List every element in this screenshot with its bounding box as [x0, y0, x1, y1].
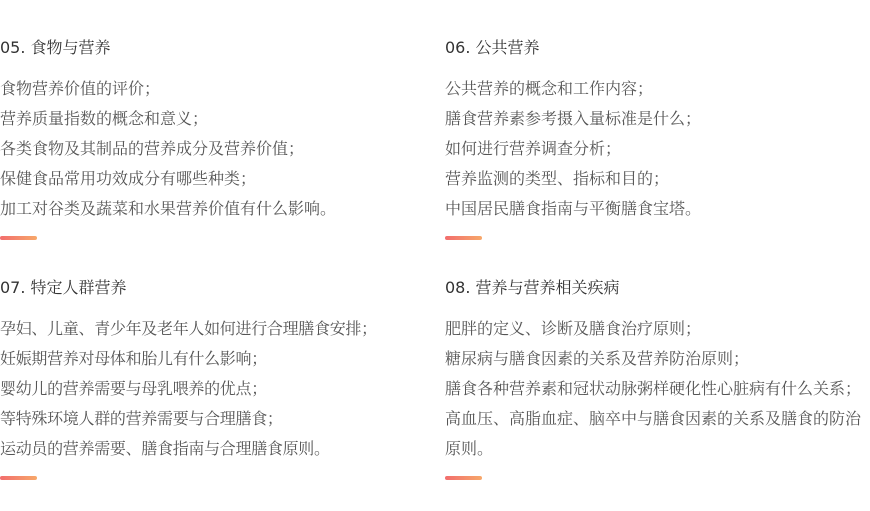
section-title: 06. 公共营养: [445, 38, 540, 57]
list-item: 膳食营养素参考摄入量标准是什么；: [445, 109, 702, 128]
topic-list: [445, 314, 870, 464]
list-item: 公共营养的概念和工作内容；: [445, 79, 654, 98]
section-public-nutrition: [445, 36, 870, 240]
list-item: 糖尿病与膳食因素的关系及营养防治原则；: [445, 349, 750, 368]
accent-bar: [445, 476, 482, 480]
topic-list: [0, 314, 425, 464]
section-title: 05. 食物与营养: [0, 38, 111, 57]
list-item: 如何进行营养调查分析；: [445, 139, 622, 158]
list-item: 膳食各种营养素和冠状动脉粥样硬化性心脏病有什么关系；: [445, 379, 862, 398]
list-item: 营养监测的类型、指标和目的；: [445, 169, 670, 188]
list-item: 孕妇、儿童、青少年及老年人如何进行合理膳食安排；: [0, 319, 377, 338]
list-item: 加工对谷类及蔬菜和水果营养价值有什么影响。: [0, 199, 337, 218]
list-item: 妊娠期营养对母体和胎儿有什么影响；: [0, 349, 267, 368]
section-title: 08. 营养与营养相关疾病: [445, 278, 620, 297]
list-item: 营养质量指数的概念和意义；: [0, 109, 209, 128]
list-item: 等特殊环境人群的营养需要与合理膳食；: [0, 409, 283, 428]
accent-bar: [445, 236, 482, 240]
list-item: 中国居民膳食指南与平衡膳食宝塔。: [445, 199, 702, 218]
topic-list: [445, 74, 870, 224]
section-nutrition-diseases: [445, 276, 870, 480]
list-item: 保健食品常用功效成分有哪些种类；: [0, 169, 257, 188]
section-food-nutrition: [0, 36, 425, 240]
list-item: 婴幼儿的营养需要与母乳喂养的优点；: [0, 379, 267, 398]
list-item: 运动员的营养需要、膳食指南与合理膳食原则。: [0, 439, 330, 458]
section-title: 07. 特定人群营养: [0, 278, 127, 297]
topic-list: [0, 74, 425, 224]
list-item: 各类食物及其制品的营养成分及营养价值；: [0, 139, 305, 158]
list-item: 肥胖的定义、诊断及膳食治疗原则；: [445, 319, 702, 338]
accent-bar: [0, 476, 37, 480]
list-item: 食物营养价值的评价；: [0, 79, 161, 98]
section-specific-population: [0, 276, 425, 480]
list-item: 高血压、高脂血症、脑卒中与膳食因素的关系及膳食的防治原则。: [445, 409, 862, 458]
accent-bar: [0, 236, 37, 240]
